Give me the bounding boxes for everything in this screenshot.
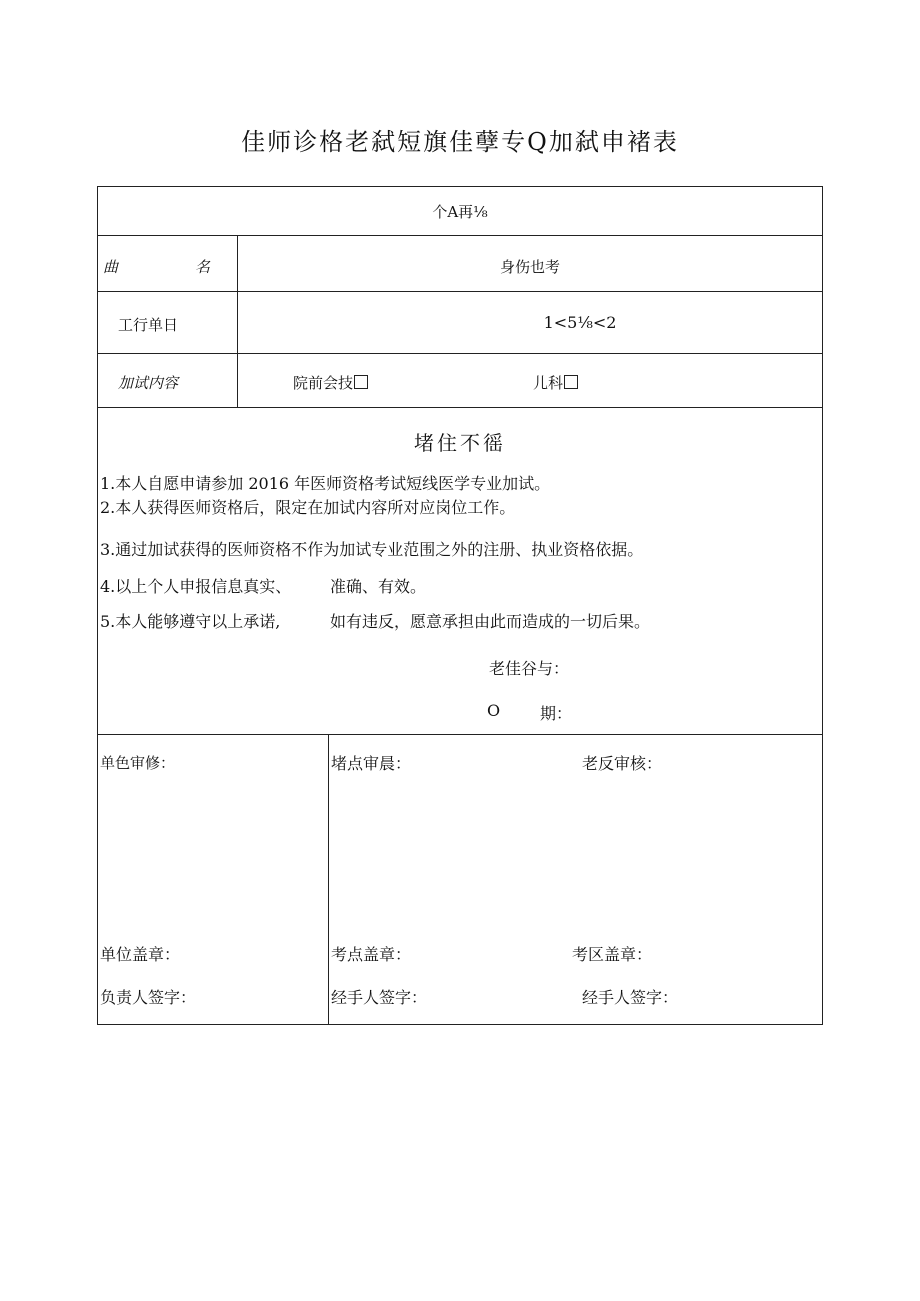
responsible-signature-label: 负责人签字： [100, 988, 197, 1007]
personal-info-header: 个A再⅛ [432, 203, 488, 221]
option-prehospital-label: 院前会技 [293, 374, 354, 392]
exam-content-label: 加试内容 [118, 374, 179, 392]
date-label-part2: 期： [540, 704, 573, 723]
name-label-part1: 曲 [103, 258, 119, 276]
unit-seal-label: 单位盖章： [100, 945, 181, 964]
table-column-divider [328, 734, 329, 1025]
district-seal-label: 考区盖章： [572, 945, 653, 964]
date-label-part1: O [487, 701, 501, 720]
commitment-item-1: 1.本人自愿申请参加 2016 年医师资格考试短线医学专业加试。 [100, 474, 551, 493]
page-title: 佳师诊格老弑短旗佳孽专Q加弑申褚表 [241, 128, 679, 156]
commitment-item-2: 2.本人获得医师资格后，限定在加试内容所对应岗位工作。 [100, 498, 516, 517]
option-prehospital[interactable] [293, 372, 368, 393]
district-review-label: 老反审核： [582, 754, 663, 773]
table-divider [97, 407, 823, 408]
commitment-item-5b: 如有违反，愿意承担由此而造成的一切后果。 [330, 612, 651, 631]
site-seal-label: 考点盖章： [331, 945, 412, 964]
checkbox-icon[interactable] [354, 375, 368, 389]
table-divider [97, 291, 823, 292]
table-border-bottom [97, 1024, 823, 1025]
unit-value: 1<5⅛<2 [543, 313, 617, 332]
site-handler-signature-label: 经手人签字： [331, 988, 428, 1007]
table-border-left [97, 186, 98, 1025]
applicant-signature-label: 老佳谷与： [489, 659, 570, 678]
site-review-label: 堵点审晨： [331, 754, 412, 773]
unit-label: 工行单日 [118, 316, 179, 334]
checkbox-icon[interactable] [564, 375, 578, 389]
table-divider [97, 235, 823, 236]
table-divider [97, 353, 823, 354]
option-pediatrics[interactable] [533, 372, 578, 393]
unit-review-label: 单色审修： [100, 754, 176, 772]
table-border-top [97, 186, 823, 187]
commitment-item-3: 3.通过加试获得的医师资格不作为加试专业范围之外的注册、执业资格依据。 [100, 540, 644, 559]
commitment-item-4b: 准确、有效。 [330, 577, 427, 596]
commitment-item-4a: 4.以上个人申报信息真实、 [100, 577, 292, 596]
table-divider [97, 734, 823, 735]
option-pediatrics-label: 儿科 [533, 374, 564, 392]
district-handler-signature-label: 经手人签字： [582, 988, 679, 1007]
table-border-right [822, 186, 823, 1025]
name-label-part2: 名 [195, 258, 211, 276]
commitment-item-5a: 5.本人能够遵守以上承诺, [100, 612, 281, 631]
commitment-heading: 堵住不徭 [414, 431, 506, 455]
name-value: 身伤也考 [499, 258, 560, 276]
